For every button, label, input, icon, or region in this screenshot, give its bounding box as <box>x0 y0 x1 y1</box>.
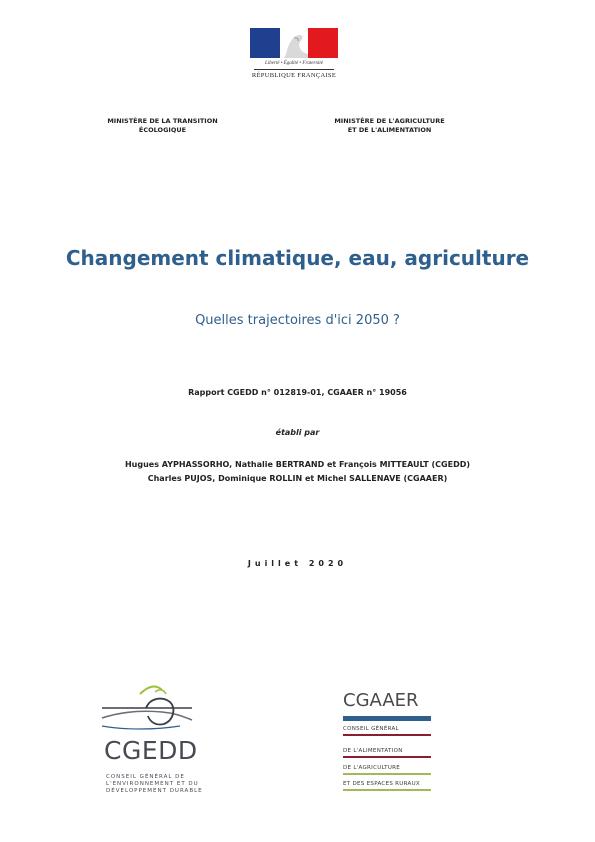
republic-name: RÉPUBLIQUE FRANÇAISE <box>251 72 337 79</box>
authors-cgedd: Hugues AYPHASSORHO, Nathalie BERTRAND et François MITTEAULT (CGEDD) <box>124 460 471 469</box>
cgaaer-name: CGAAER <box>343 690 419 711</box>
cgaaer-line: DE L'AGRICULTURE <box>343 765 401 771</box>
cgedd-logo <box>100 684 210 799</box>
marianne-flag-icon <box>250 28 338 58</box>
cgedd-subtitle-line: CONSEIL GÉNÉRAL DE <box>106 774 185 780</box>
report-date: Juillet 2020 <box>247 559 348 568</box>
cgaaer-line: ET DES ESPACES RURAUX <box>343 781 420 787</box>
cgedd-subtitle-line: L'ENVIRONNEMENT ET DU <box>106 781 199 787</box>
cgaaer-divider <box>343 789 431 791</box>
ministry-right-line2: ET DE L'ALIMENTATION <box>347 126 432 134</box>
motto-text: Liberté • Égalité • Fraternité <box>265 61 323 66</box>
cgaaer-line: CONSEIL GÉNÉRAL <box>343 726 399 732</box>
cgaaer-logo <box>340 690 435 800</box>
ministry-left-line2: ÉCOLOGIQUE <box>138 126 187 134</box>
ministry-agriculture <box>322 117 457 135</box>
cgedd-subtitle <box>106 774 203 795</box>
report-reference: Rapport CGEDD n° 012819-01, CGAAER n° 19056 <box>188 388 407 397</box>
ministry-left-line1: MINISTÈRE DE LA TRANSITION <box>107 117 218 125</box>
cgedd-name: CGEDD <box>104 736 198 765</box>
cgaaer-divider <box>343 756 431 758</box>
cgaaer-blue-bar <box>343 716 431 721</box>
cgedd-emblem-icon <box>100 684 200 734</box>
divider <box>254 69 334 70</box>
established-by-label: établi par <box>275 428 320 437</box>
cgedd-subtitle-line: DÉVELOPPEMENT DURABLE <box>106 788 203 794</box>
ministry-right-line1: MINISTÈRE DE L'AGRICULTURE <box>334 117 445 125</box>
republique-francaise-logo <box>248 28 340 84</box>
authors-cgaaer: Charles PUJOS, Dominique ROLLIN et Michel SALLENAVE (CGAAER) <box>147 474 448 483</box>
document-subtitle: Quelles trajectoires d'ici 2050 ? <box>195 313 400 328</box>
cgaaer-divider <box>343 773 431 775</box>
document-title: Changement climatique, eau, agriculture <box>65 246 530 270</box>
ministry-ecological-transition <box>95 117 230 135</box>
cgaaer-divider <box>343 734 431 736</box>
cgaaer-line: DE L'ALIMENTATION <box>343 748 403 754</box>
